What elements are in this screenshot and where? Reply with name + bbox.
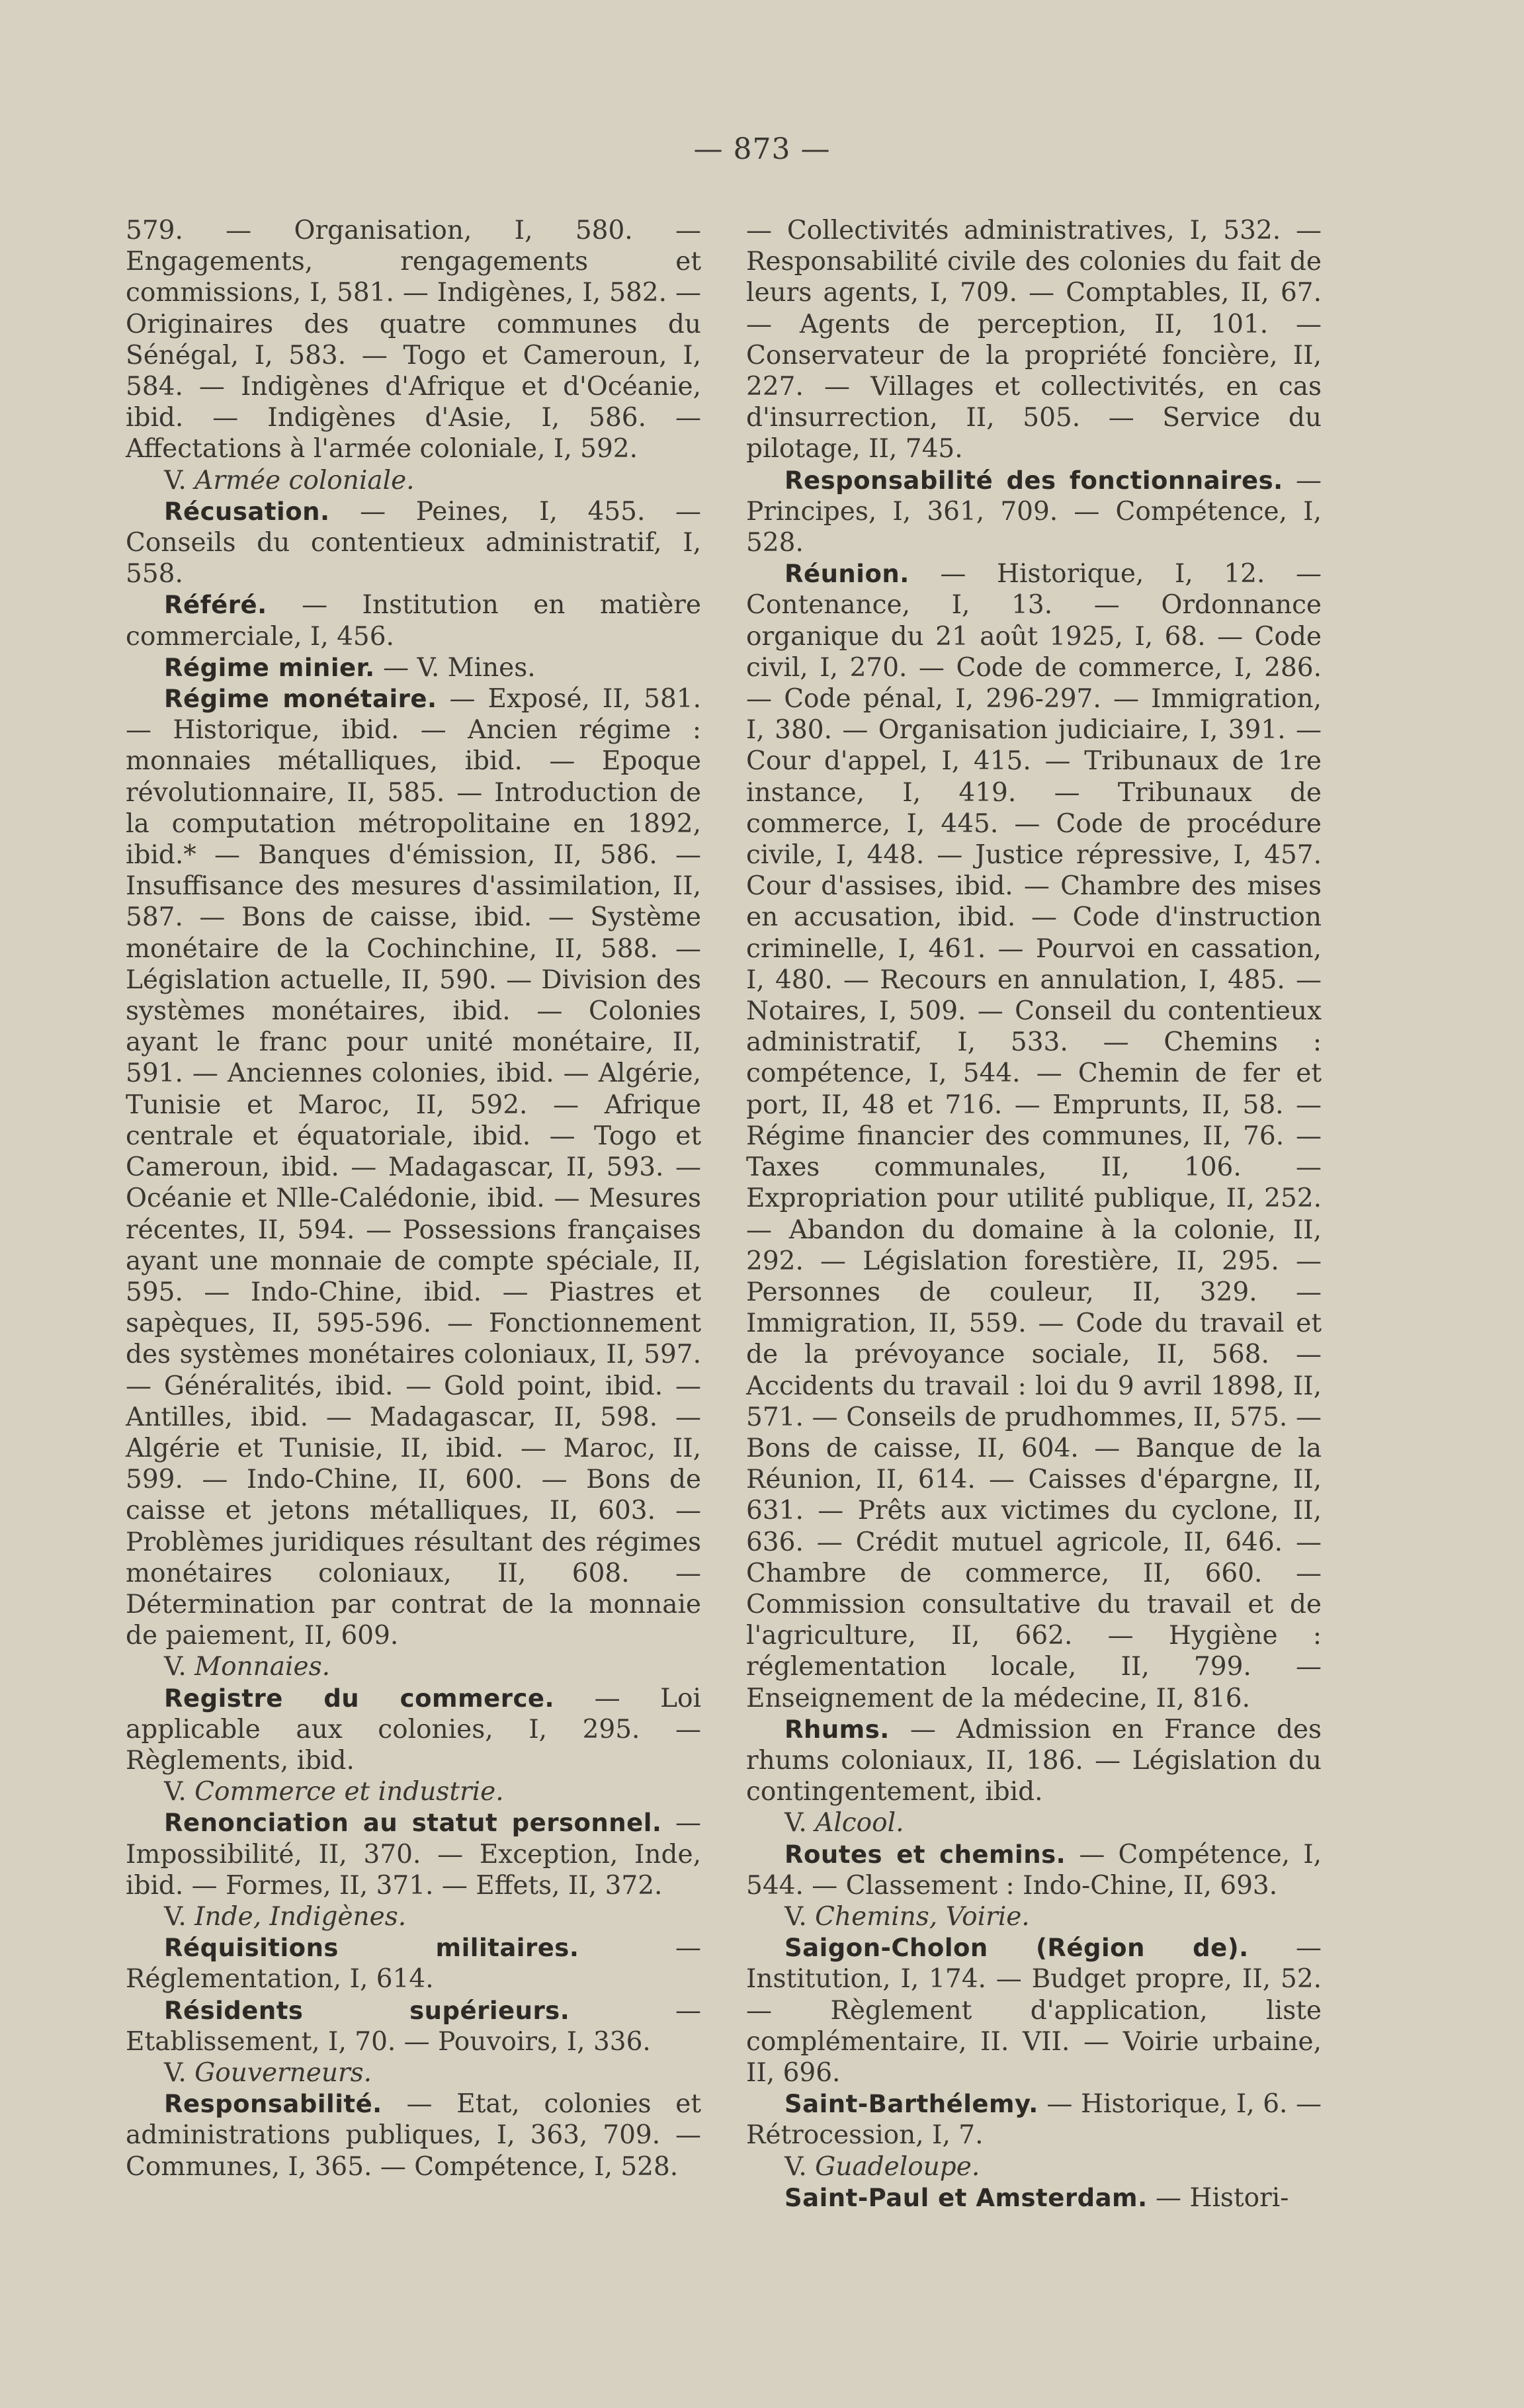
index-entry	[126, 2088, 701, 2182]
index-entry-references: — Etat, colonies et administrations publiques, I, 363, 709. — Communes, I, 365. — Compétence, I, 528.	[126, 2089, 701, 2182]
index-entry-references: — Compétence, I, 544. — Classement : Indo-Chine, II, 693.	[746, 1839, 1322, 1901]
index-entry-heading: Renonciation au statut personnel.	[164, 1809, 662, 1838]
see-also-target: Armée coloniale.	[194, 465, 415, 495]
page-number: — 873 —	[693, 132, 831, 166]
see-also-reference	[126, 465, 701, 496]
index-entry-heading: Routes et chemins.	[784, 1840, 1066, 1869]
index-entry-heading: Réquisitions militaires.	[164, 1934, 579, 1963]
see-also-prefix: V.	[784, 1901, 807, 1932]
index-entry-references: 579. — Organisation, I, 580. — Engagements, rengagements et commissions, I, 581. — Indigènes, I, 582. — Originaires des quatre communes du Sénégal, I, 583. — Togo et Cameroun, I, 584. — Indigènes d'Afrique et d'Océanie, ibid. — Indigènes d'Asie, I, 586. — Affectations à l'armée coloniale, I, 592.	[126, 216, 701, 464]
see-also-target: Alcool.	[815, 1808, 904, 1838]
see-also-reference	[126, 1651, 701, 1682]
index-entry	[126, 1932, 701, 1995]
index-entry-heading: Saint-Barthélemy.	[784, 2090, 1038, 2119]
see-also-target: Chemins, Voirie.	[815, 1901, 1030, 1932]
index-entry-heading: Régime minier.	[164, 653, 375, 682]
see-also-target: Gouverneurs.	[194, 2057, 372, 2088]
index-column-right	[746, 215, 1322, 2214]
index-entry	[126, 1807, 701, 1901]
see-also-reference	[126, 2057, 701, 2088]
index-entry-references: — Réglementation, I, 614.	[126, 1933, 701, 1995]
index-entry	[746, 1839, 1322, 1901]
index-entry	[126, 1995, 701, 2057]
see-also-reference	[126, 1776, 701, 1807]
index-entry-references: — Institution, I, 174. — Budget propre, II, 52. — Règlement d'application, liste complémentaire, II. VII. — Voirie urbaine, II, 696.	[746, 1933, 1322, 2088]
index-entry-references: — Admission en France des rhums coloniaux, II, 186. — Législation du contingentement, ibid.	[746, 1714, 1322, 1807]
index-entry	[126, 496, 701, 590]
index-entry-heading: Registre du commerce.	[164, 1684, 555, 1713]
index-entry-heading: Responsabilité.	[164, 2090, 382, 2119]
index-entry	[126, 589, 701, 652]
see-also-prefix: V.	[164, 465, 187, 495]
index-entry-heading: Résidents supérieurs.	[164, 1996, 570, 2025]
index-entry	[126, 1683, 701, 1777]
index-entry-references: — Institution en matière commerciale, I, 456.	[126, 590, 701, 652]
see-also-target: Guadeloupe.	[815, 2151, 980, 2182]
index-entry	[126, 683, 701, 1651]
index-entry-heading: Rhums.	[784, 1715, 890, 1744]
index-entry-heading: Récusation.	[164, 497, 330, 526]
index-entry-references: — Impossibilité, II, 370. — Exception, Inde, ibid. — Formes, II, 371. — Effets, II, 372.	[126, 1808, 701, 1901]
index-entry-heading: Saigon-Cholon (Région de).	[784, 1934, 1249, 1963]
see-also-target: Commerce et industrie.	[194, 1777, 504, 1807]
see-also-target: Monnaies.	[194, 1652, 331, 1682]
see-also-reference	[746, 1807, 1322, 1838]
index-entry-references: — V. Mines.	[374, 652, 536, 683]
index-column-left	[126, 215, 701, 2182]
index-entry-references: — Principes, I, 361, 709. — Compétence, I, 528.	[746, 465, 1322, 558]
index-entry-heading: Saint-Paul et Amsterdam.	[784, 2183, 1148, 2212]
see-also-prefix: V.	[164, 2057, 187, 2088]
index-entry-references: — Histori-	[1147, 2182, 1289, 2213]
see-also-prefix: V.	[164, 1652, 187, 1682]
index-entry-references: — Exposé, II, 581. — Historique, ibid. — Ancien régime : monnaies métalliques, ibid. — Epoque révolutionnaire, II, 585. — Introduction de la computation métropolitaine en 1892, ibid.* — Banques d'émission, II, 586. — Insuffisance des mesures d'assimilation, II, 587. — Bons de caisse, ibid. — Système monétaire de la Cochinchine, II, 588. — Législation actuelle, II, 590. — Division des systèmes monétaires, ibid. — Colonies ayant le franc pour unité monétaire, II, 591. — Anciennes colonies, ibid. — Algérie, Tunisie et Maroc, II, 592. — Afrique centrale et équatoriale, ibid. — Togo et Cameroun, ibid. — Madagascar, II, 593. — Océanie et Nlle-Calédonie, ibid. — Mesures récentes, II, 594. — Possessions françaises ayant une monnaie de compte spéciale, II, 595. — Indo-Chine, ibid. — Piastres et sapèques, II, 595-596. — Fonctionnement des systèmes monétaires coloniaux, II, 597. — Généralités, ibid. — Gold point, ibid. — Antilles, ibid. — Madagascar, II, 598. — Algérie et Tunisie, II, ibid. — Maroc, II, 599. — Indo-Chine, II, 600. — Bons de caisse et jetons métalliques, II, 603. — Problèmes juridiques résultant des régimes monétaires coloniaux, II, 608. — Détermination par contrat de la monnaie de paiement, II, 609.	[126, 684, 701, 1651]
index-entry	[746, 1932, 1322, 2088]
index-entry-references: — Loi applicable aux colonies, I, 295. — Règlements, ibid.	[126, 1683, 701, 1776]
see-also-prefix: V.	[784, 2151, 807, 2182]
index-entry-heading: Régime monétaire.	[164, 685, 437, 714]
index-entry-continuation	[746, 215, 1322, 465]
see-also-prefix: V.	[164, 1901, 187, 1932]
see-also-target: Inde, Indigènes.	[194, 1901, 407, 1932]
index-entry	[746, 2182, 1322, 2214]
index-entry	[746, 558, 1322, 1714]
see-also-prefix: V.	[164, 1777, 187, 1807]
index-entry-heading: Réunion.	[784, 560, 910, 589]
index-entry	[746, 2088, 1322, 2151]
see-also-prefix: V.	[784, 1808, 807, 1838]
see-also-reference	[746, 1901, 1322, 1932]
index-entry-references: — Etablissement, I, 70. — Pouvoirs, I, 336.	[126, 1995, 701, 2057]
index-entry-references: — Historique, I, 12. — Contenance, I, 13. — Ordonnance organique du 21 août 1925, I, 68. — Code civil, I, 270. — Code de commerce, I, 286. — Code pénal, I, 296-297. — Immigration, I, 380. — Organisation judiciaire, I, 391. — Cour d'appel, I, 415. — Tribunaux de 1re instance, I, 419. — Tribunaux de commerce, I, 445. — Code de procédure civile, I, 448. — Justice répressive, I, 457. Cour d'assises, ibid. — Chambre des mises en accusation, ibid. — Code d'instruction criminelle, I, 461. — Pourvoi en cassation, I, 480. — Recours en annulation, I, 485. — Notaires, I, 509. — Conseil du contentieux administratif, I, 533. — Chemins : compétence, I, 544. — Chemin de fer et port, II, 48 et 716. — Emprunts, II, 58. — Régime financier des communes, II, 76. — Taxes communales, II, 106. — Expropriation pour utilité publique, II, 252. — Abandon du domaine à la colonie, II, 292. — Législation forestière, II, 295. — Personnes de couleur, II, 329. — Immigration, II, 559. — Code du travail et de la prévoyance sociale, II, 568. — Accidents du travail : loi du 9 avril 1898, II, 571. — Conseils de prudhommes, II, 575. — Bons de caisse, II, 604. — Banque de la Réunion, II, 614. — Caisses d'épargne, II, 631. — Prêts aux victimes du cyclone, II, 636. — Crédit mutuel agricole, II, 646. — Chambre de commerce, II, 660. — Commission consultative du travail et de l'agriculture, II, 662. — Hygiène : réglementation locale, II, 799. — Enseignement de la médecine, II, 816.	[746, 559, 1322, 1713]
see-also-reference	[746, 2151, 1322, 2182]
see-also-reference	[126, 1901, 701, 1932]
index-entry-heading: Responsabilité des fonctionnaires.	[784, 466, 1283, 495]
index-entry-references: — Peines, I, 455. — Conseils du contentieux administratif, I, 558.	[126, 496, 701, 589]
index-entry	[126, 652, 701, 683]
index-entry-references: — Historique, I, 6. — Rétrocession, I, 7.	[746, 2089, 1322, 2151]
index-entry-references: — Collectivités administratives, I, 532. — Responsabilité civile des colonies du fait de leurs agents, I, 709. — Comptables, II, 67. — Agents de perception, II, 101. — Conservateur de la propriété foncière, II, 227. — Villages et collectivités, en cas d'insurrection, II, 505. — Service du pilotage, II, 745.	[746, 216, 1322, 464]
index-entry-heading: Référé.	[164, 591, 267, 620]
index-entry-continuation	[126, 215, 701, 465]
index-entry	[746, 1714, 1322, 1808]
index-entry	[746, 465, 1322, 559]
